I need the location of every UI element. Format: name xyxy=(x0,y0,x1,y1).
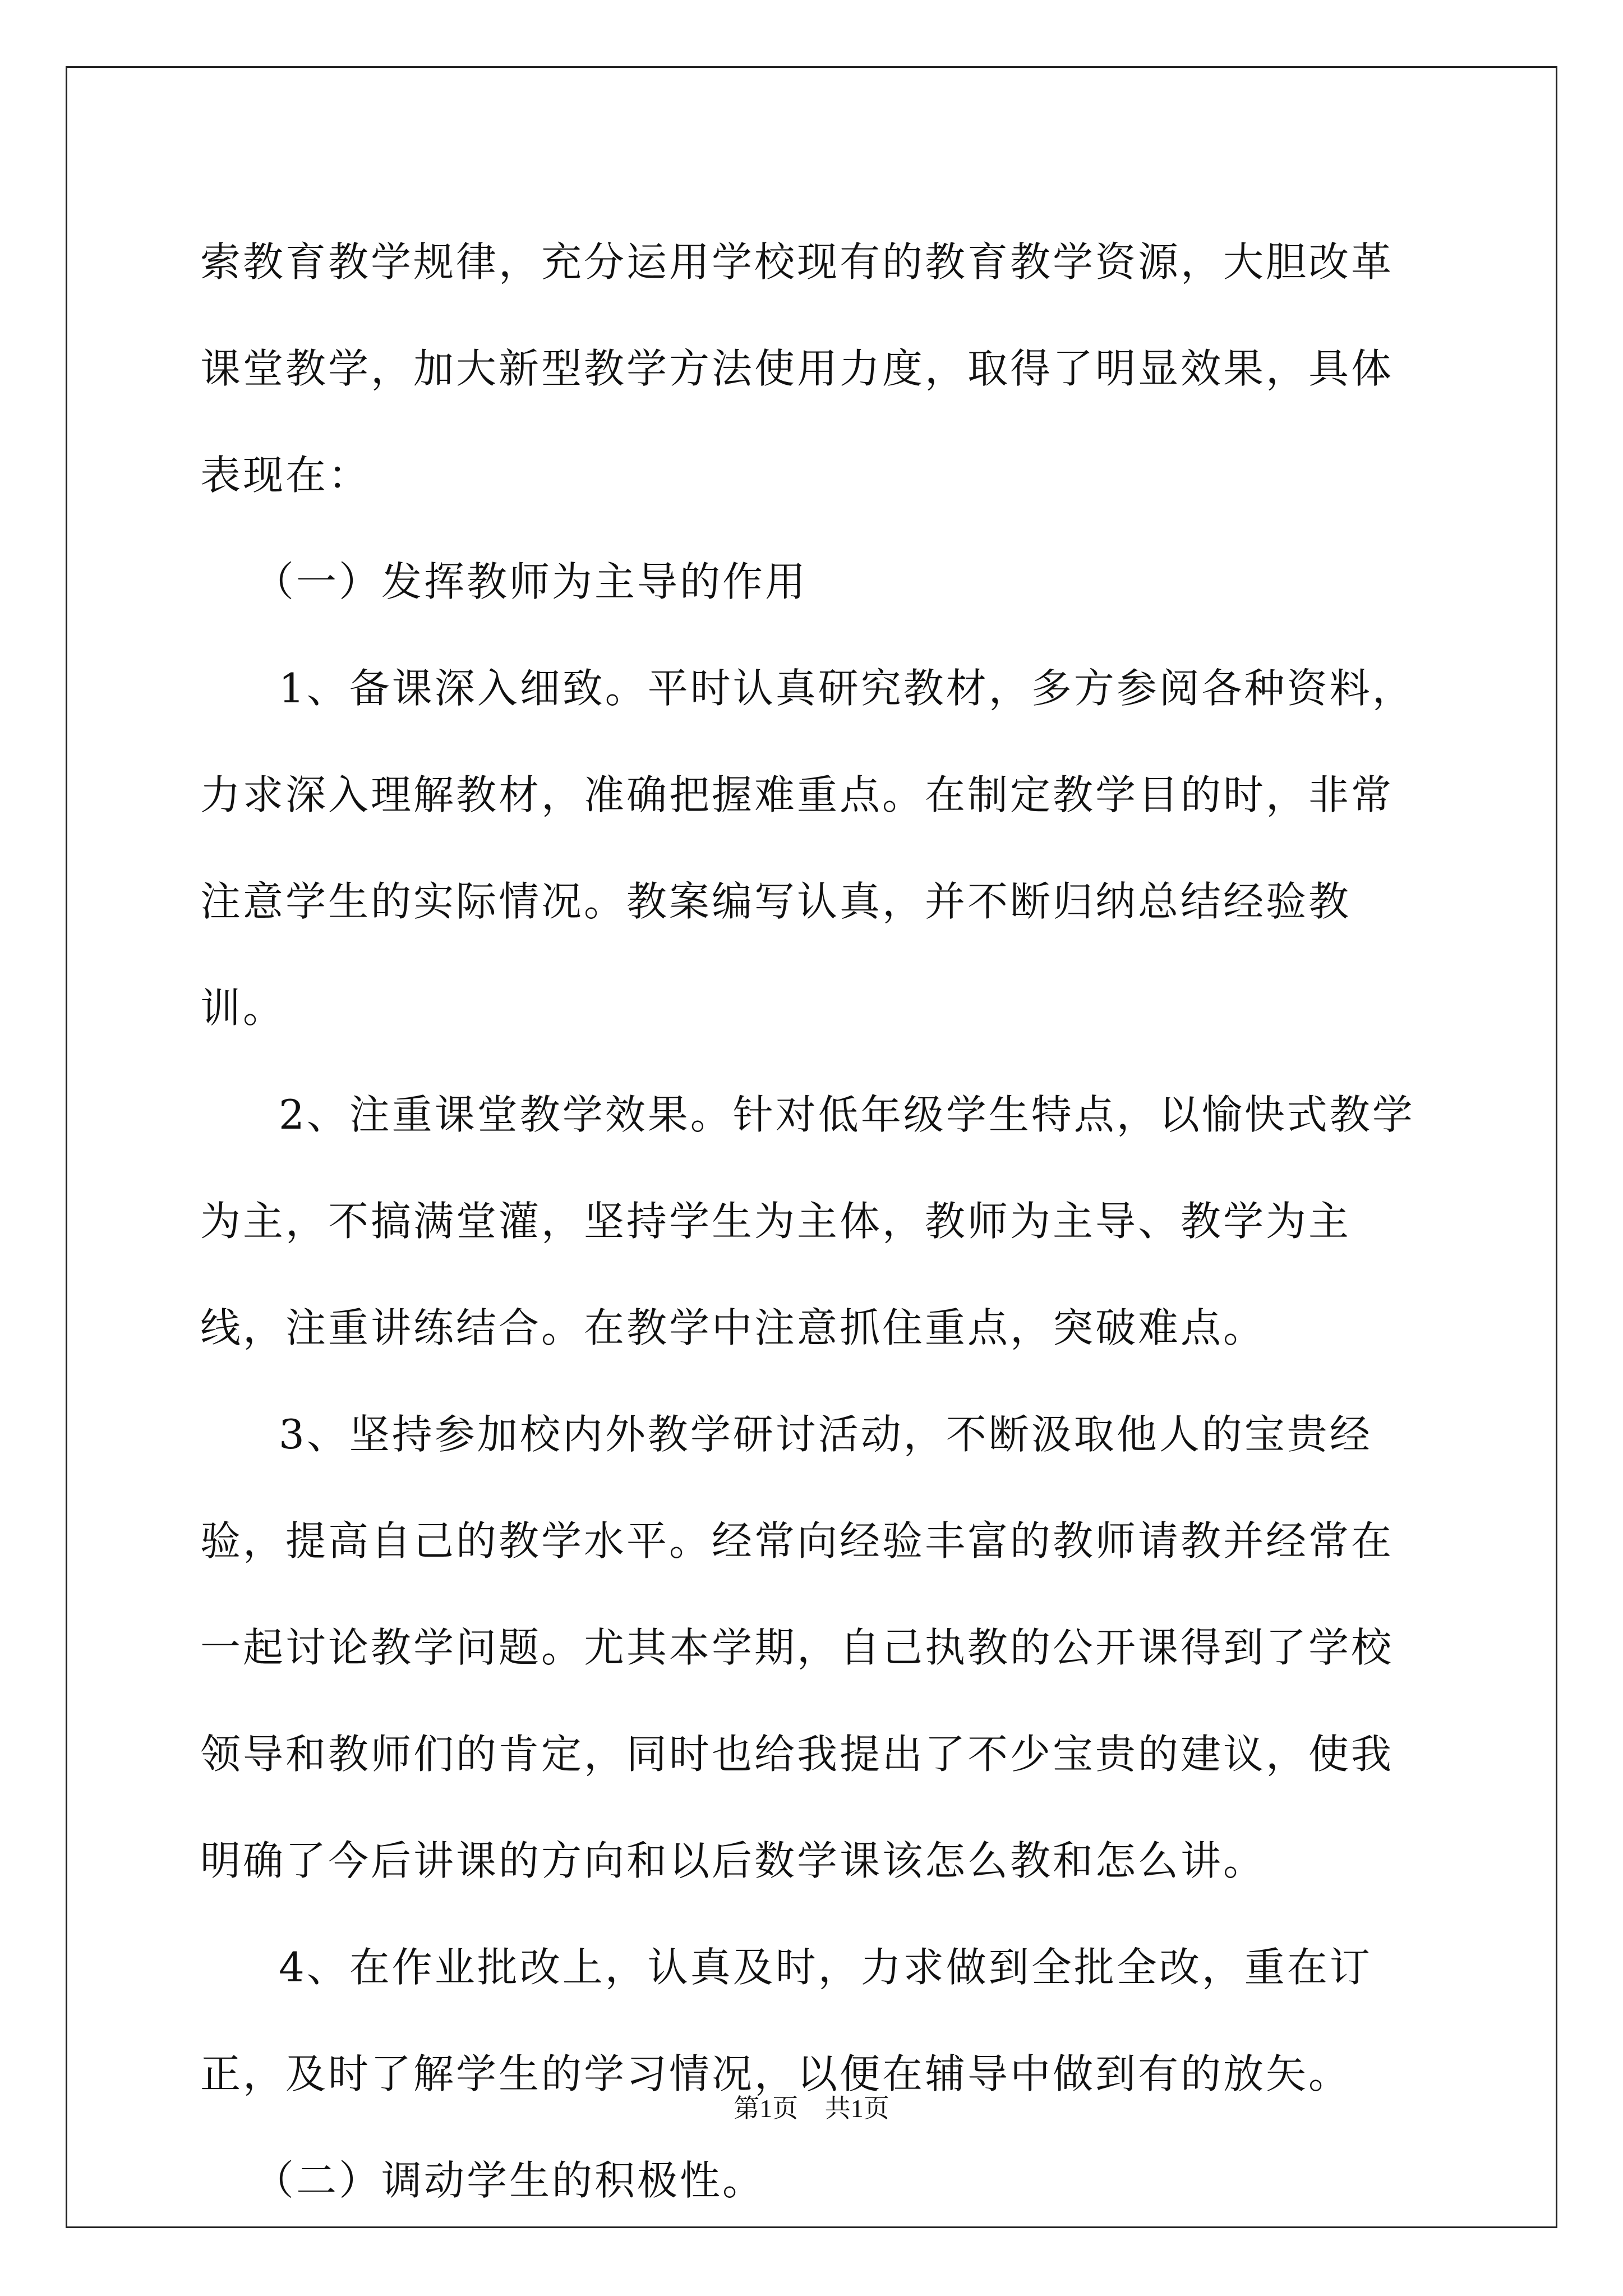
paragraph-item-2: 2、注重课堂教学效果。针对低年级学生特点，以愉快式教学为主，不搞满堂灌，坚持学生为主体，教师为主导、教学为主线，注重讲练结合。在教学中注意抓住重点，突破难点。 xyxy=(200,1091,1415,1351)
paragraph-intro: 索教育教学规律，充分运用学校现有的教育教学资源，大胆改革课堂教学，加大新型教学方法使用力度，取得了明显效果，具体表现在： xyxy=(200,238,1394,499)
section-heading-2: （二）调动学生的积极性。 xyxy=(253,2157,766,2204)
page-number: 第1页 xyxy=(734,2094,799,2123)
document-body xyxy=(200,209,1428,2234)
page-total: 共1页 xyxy=(824,2094,889,2123)
section-heading-1: （一）发挥教师为主导的作用 xyxy=(253,558,808,605)
paragraph-item-4: 4、在作业批改上，认真及时，力求做到全批全改，重在订正，及时了解学生的学习情况，以便在辅导中做到有的放矢。 xyxy=(200,1944,1372,2097)
paragraph-item-1: 1、备课深入细致。平时认真研究教材，多方参阅各种资料，力求深入理解教材，准确把握难重点。在制定教学目的时，非常注意学生的实际情况。教案编写认真，并不断归纳总结经验教训。 xyxy=(200,665,1415,1032)
paragraph-item-3: 3、坚持参加校内外教学研讨活动，不断汲取他人的宝贵经验，提高自己的教学水平。经常向经验丰富的教师请教并经常在一起讨论教学问题。尤其本学期，自己执教的公开课得到了学校领导和教师们的肯定，同时也给我提出了不少宝贵的建议，使我明确了今后讲课的方向和以后数学课该怎么教和怎么讲。 xyxy=(200,1411,1394,1884)
page-footer xyxy=(0,2088,1623,2125)
